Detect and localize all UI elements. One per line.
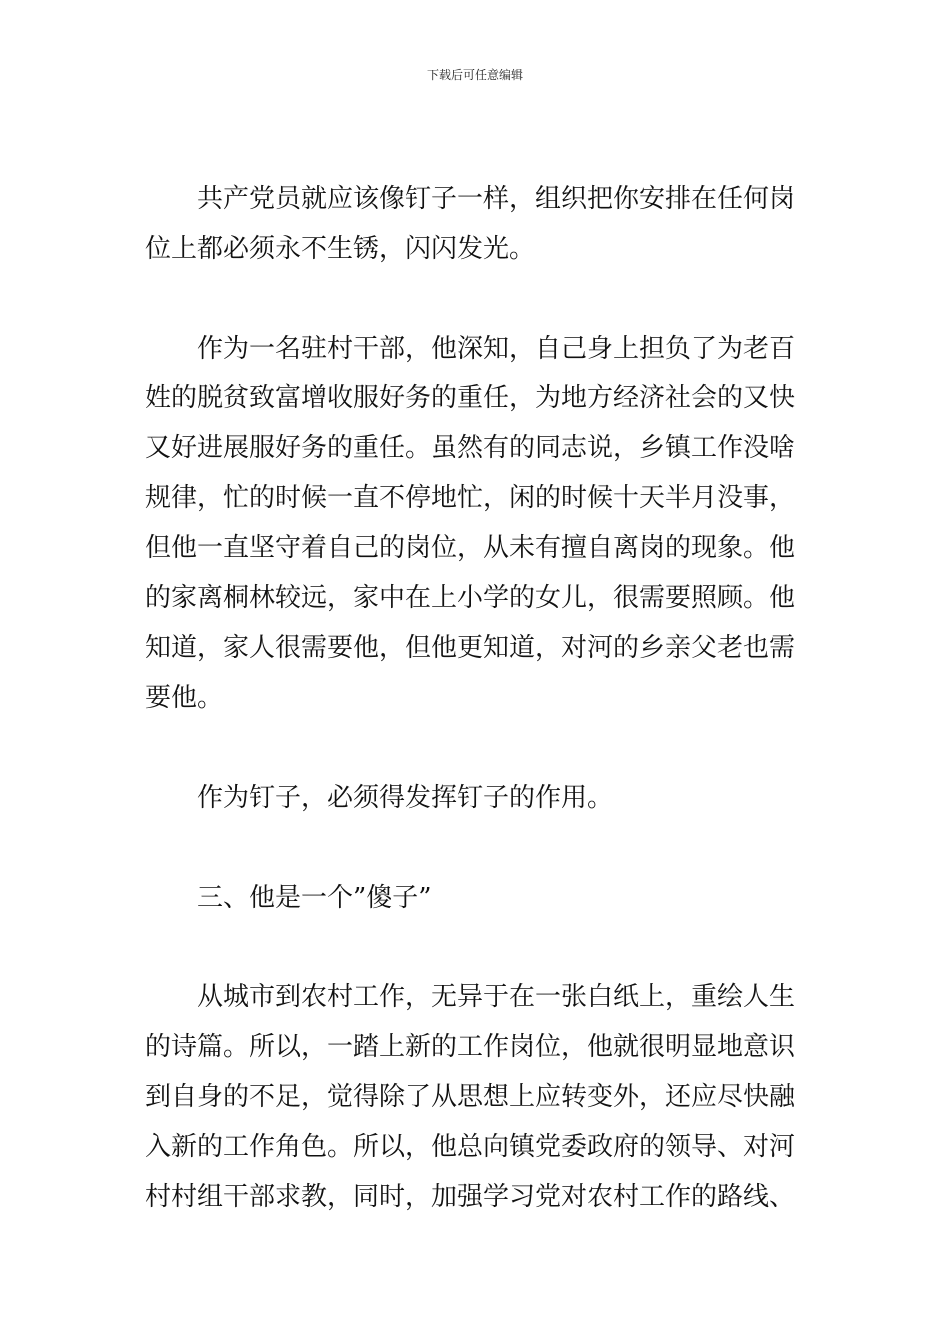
paragraph-5-line-5: 村村组干部求教，同时，加强学习党对农村工作的路线、 bbox=[145, 1182, 796, 1212]
paragraph-5-line-1: 从城市到农村工作，无异于在一张白纸上，重绘人生 bbox=[197, 982, 796, 1012]
paragraph-1-line-2: 位上都必须永不生锈，闪闪发光。 bbox=[145, 234, 536, 264]
page-header: 下载后可任意编辑 bbox=[426, 68, 523, 82]
paragraph-2-line-3: 又好进展服好务的重任。虽然有的同志说，乡镇工作没啥 bbox=[145, 433, 796, 463]
paragraph-2-line-2: 姓的脱贫致富增收服好务的重任，为地方经济社会的又快 bbox=[145, 383, 796, 413]
paragraph-2-line-8: 要他。 bbox=[145, 683, 224, 713]
paragraph-2-line-5: 但他一直坚守着自己的岗位，从未有擅自离岗的现象。他 bbox=[145, 533, 796, 563]
paragraph-2-line-6: 的家离桐林较远，家中在上小学的女儿，很需要照顾。他 bbox=[145, 583, 796, 613]
paragraph-5-line-2: 的诗篇。所以，一踏上新的工作岗位，他就很明显地意识 bbox=[145, 1032, 796, 1062]
paragraph-5-line-3: 到自身的不足，觉得除了从思想上应转变外，还应尽快融 bbox=[145, 1082, 796, 1112]
paragraph-3-line-1: 作为钉子，必须得发挥钉子的作用。 bbox=[197, 783, 614, 813]
paragraph-2-line-4: 规律，忙的时候一直不停地忙，闲的时候十天半月没事， bbox=[145, 483, 796, 513]
paragraph-2-line-1: 作为一名驻村干部，他深知，自己身上担负了为老百 bbox=[197, 334, 796, 364]
paragraph-2-line-7: 知道，家人很需要他，但他更知道，对河的乡亲父老也需 bbox=[145, 633, 796, 663]
paragraph-1-line-1: 共产党员就应该像钉子一样，组织把你安排在任何岗 bbox=[197, 184, 796, 214]
section-heading: 三、他是一个”傻子” bbox=[197, 883, 432, 913]
paragraph-5-line-4: 入新的工作角色。所以，他总向镇党委政府的领导、对河 bbox=[145, 1132, 796, 1162]
